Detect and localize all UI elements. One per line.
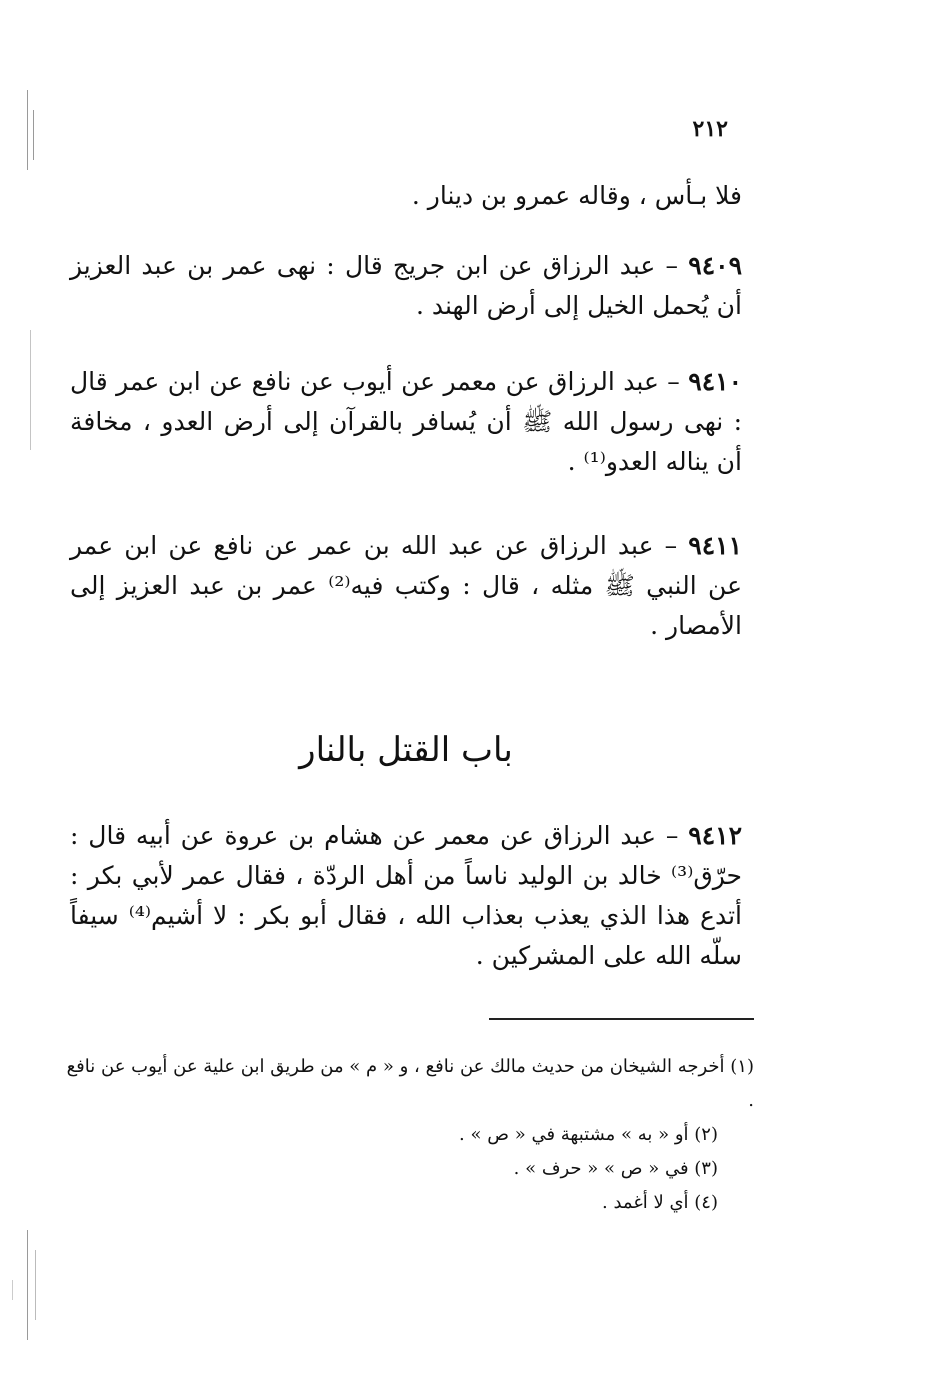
hadith-text: – عبد الرزاق عن معمر عن هشام بن عروة عن أبيه قال : حرّق⁽³⁾ خالد بن الوليد ناساً من أهل الردّة ، فقال عمر لأبي بكر : أتدع هذا الذي يعذب بعذاب الله ، فقال أبو بكر : لا أشيم⁽⁴⁾ سيفاً سلّه الله على المشركين . bbox=[70, 821, 743, 970]
hadith-number: ٩٤١١ bbox=[688, 531, 742, 560]
hadith-9409 bbox=[70, 246, 742, 326]
hadith-number: ٩٤٠٩ bbox=[688, 251, 742, 280]
footnotes bbox=[64, 1050, 754, 1220]
hadith-9411 bbox=[70, 526, 742, 646]
footnote-2: (٢) أو « به » مشتبهة في « ص » . bbox=[459, 1124, 718, 1145]
scan-edge-line bbox=[33, 110, 34, 160]
footnote-3: (٣) في « ص » « حرف » . bbox=[513, 1158, 718, 1179]
hadith-9410 bbox=[70, 362, 742, 482]
scan-edge-line bbox=[12, 1280, 13, 1300]
intro-paragraph bbox=[70, 176, 742, 216]
intro-text: فلا بـأس ، وقاله عمرو بن دينار . bbox=[411, 181, 742, 210]
chapter-title: باب القتل بالنار bbox=[299, 730, 513, 770]
hadith-text: – عبد الرزاق عن ابن جريج قال : نهى عمر بن عبد العزيز أن يُحمل الخيل إلى أرض الهند . bbox=[70, 251, 742, 320]
footnote-divider bbox=[489, 1018, 754, 1020]
hadith-text: – عبد الرزاق عن معمر عن أيوب عن نافع عن ابن عمر قال : نهى رسول الله ﷺ أن يُسافر بالقرآن إلى أرض العدو ، مخافة أن يناله العدو⁽¹⁾ . bbox=[70, 367, 742, 476]
scan-edge-line bbox=[35, 1250, 36, 1320]
hadith-text: – عبد الرزاق عن عبد الله بن عمر عن نافع عن ابن عمر عن النبي ﷺ مثله ، قال : وكتب فيه⁽²⁾ عمر بن عبد العزيز إلى الأمصار . bbox=[70, 531, 742, 640]
footnote-4: (٤) أي لا أغمد . bbox=[602, 1192, 718, 1213]
scan-edge-line bbox=[27, 1230, 28, 1340]
hadith-number: ٩٤١٢ bbox=[688, 821, 743, 850]
hadith-9412 bbox=[70, 816, 742, 976]
hadith-number: ٩٤١٠ bbox=[688, 367, 742, 396]
scan-edge-line bbox=[30, 330, 31, 450]
page-number: ٢١٢ bbox=[692, 116, 728, 142]
footnote-1: (١) أخرجه الشيخان من حديث مالك عن نافع ، و « م » من طريق ابن علية عن أيوب عن نافع . bbox=[66, 1056, 754, 1111]
scan-edge-line bbox=[27, 90, 28, 170]
